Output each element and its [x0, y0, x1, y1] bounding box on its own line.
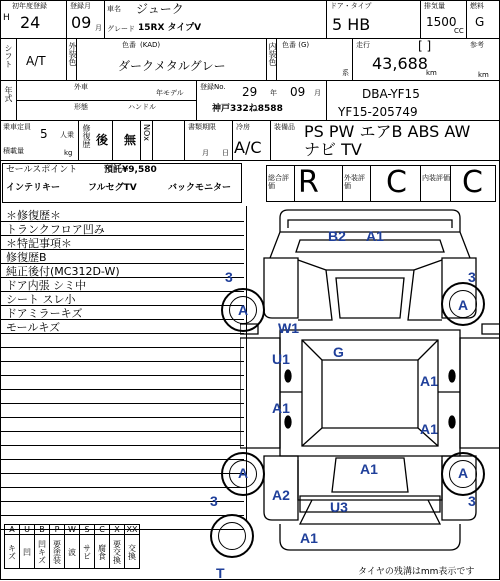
- mark-front-a2: A2: [272, 487, 290, 503]
- equipment-2: ナビ TV: [304, 140, 362, 159]
- note-line: [0, 377, 244, 390]
- legend-code: S: [80, 525, 95, 535]
- legend-meaning: 凹キズ: [35, 535, 50, 569]
- note-line: シート スレ小: [0, 293, 244, 306]
- km-unit-right: km: [478, 71, 489, 79]
- legend-code: P: [50, 525, 65, 535]
- load-unit: kg: [64, 149, 73, 157]
- displacement-unit: CC: [454, 27, 464, 35]
- legend-meaning: 凹: [20, 535, 35, 569]
- note-line: [0, 433, 244, 446]
- note-line: ドアミラーキズ: [0, 307, 244, 320]
- legend-code: XX: [125, 525, 140, 535]
- reg-no-label: 登録No.: [200, 83, 226, 91]
- first-reg-year: 24: [20, 13, 41, 32]
- mark-front-num-left: 3: [210, 493, 218, 509]
- note-line: [0, 461, 244, 474]
- note-line: トランクフロア凹み: [0, 223, 244, 236]
- shift: A/T: [26, 54, 46, 68]
- legend-code: U: [20, 525, 35, 535]
- interior-grade: C: [462, 165, 483, 200]
- mark-wheel-rr-num: 3: [468, 269, 476, 285]
- legend-meaning: 腐食: [95, 535, 110, 569]
- note-line: [0, 419, 244, 432]
- car-name-label: 車名: [107, 5, 121, 13]
- note-line: [0, 447, 244, 460]
- mark-front-num-right: 3: [468, 493, 476, 509]
- mark-quarter-w1: W1: [278, 320, 299, 336]
- damage-legend: [4, 524, 140, 569]
- legend-code: X: [110, 525, 125, 535]
- note-line: ドア内張 シミ中: [0, 279, 244, 292]
- mark-wheel-rr: A: [458, 297, 469, 313]
- color-label: 色番: [122, 41, 136, 49]
- note-line: 純正後付(MC312D-W): [0, 265, 244, 278]
- first-reg-month: 09: [71, 13, 92, 32]
- note-line: [0, 503, 244, 516]
- note-line: [0, 489, 244, 502]
- tire-label: T: [216, 565, 225, 581]
- note-line: ＊修復歴＊: [0, 209, 244, 222]
- inspection-year: 29: [242, 85, 258, 99]
- grade-label: グレード: [107, 25, 135, 33]
- reference-label: 参考: [470, 41, 484, 49]
- legend-meaning: 要交換: [110, 535, 125, 569]
- note-line: [0, 335, 244, 348]
- tire-note: タイヤの残溝はmm表示です: [358, 567, 475, 577]
- inspection-brackets: [ ]: [418, 39, 432, 53]
- load-label: 積載量: [3, 147, 24, 155]
- note-line: [0, 391, 244, 404]
- legend-code: C: [95, 525, 110, 535]
- model-code: DBA-YF15: [362, 87, 420, 101]
- shift-label: シフト: [4, 44, 13, 68]
- mileage: 43,688: [372, 54, 428, 73]
- sales-point-label: セールスポイント: [6, 165, 78, 175]
- nox-label: NOx: [142, 124, 151, 142]
- ext-equip-label: 外装色: [68, 42, 77, 66]
- note-line: [0, 475, 244, 488]
- mark-side-right-a1-lower: A1: [420, 421, 438, 437]
- month-unit-3: 月: [314, 89, 321, 97]
- exterior-grade: C: [386, 165, 407, 200]
- mark-rear-a1: A1: [366, 228, 384, 244]
- legend-code: A: [5, 525, 20, 535]
- legend-code: B: [35, 525, 50, 535]
- roof-outline: [322, 360, 418, 428]
- mark-rear-b2: B2: [328, 228, 346, 244]
- car-name: ジューク: [136, 2, 184, 16]
- mark-side-right-a1-upper: A1: [420, 373, 438, 389]
- exterior-grade-label: 外装評価: [344, 174, 365, 191]
- year-unit: 年: [270, 89, 277, 97]
- grade: 15RX タイプV: [138, 23, 202, 33]
- mark-side-left-a1: A1: [272, 400, 290, 416]
- note-line: [0, 405, 244, 418]
- doc-expiry-label: 書類期限: [188, 123, 216, 131]
- legend-meaning: 交換: [125, 535, 140, 569]
- capacity-unit: 人乗: [60, 131, 74, 139]
- legend-meaning: サビ: [80, 535, 95, 569]
- mark-side-u1: U1: [272, 351, 290, 367]
- capacity-label: 乗車定員: [3, 123, 31, 131]
- displacement-label: 排気量: [424, 2, 445, 10]
- notes-area: [0, 206, 249, 520]
- month-unit: 月: [95, 24, 102, 32]
- car-diagram: [240, 200, 500, 560]
- legend-meaning: 要塗装: [50, 535, 65, 569]
- note-line: [0, 363, 244, 376]
- interior-grade-label: 内装評価: [422, 174, 450, 182]
- fuel: G: [475, 15, 485, 29]
- mark-wheel-rl-num: 3: [225, 269, 233, 285]
- overall-grade: R: [298, 165, 319, 200]
- mark-wheel-rl: A: [238, 302, 249, 318]
- reg-month-label: 登録月: [70, 2, 91, 10]
- mark-roof-g: G: [333, 344, 344, 360]
- ac: A/C: [234, 138, 262, 157]
- overall-grade-label: 総合評価: [268, 174, 289, 191]
- recycle-fee: 預託¥9,580: [104, 165, 157, 175]
- mark-bumper-u3: U3: [330, 499, 348, 515]
- fuel-label: 燃料: [470, 2, 484, 10]
- era-symbol: H: [3, 13, 10, 23]
- first-reg-label: 初年度登録: [12, 2, 47, 10]
- form-label: 形態: [74, 103, 88, 111]
- plate-number: 神戸332ね8588: [212, 104, 283, 114]
- repair-none: 無: [124, 133, 137, 147]
- spare-tire: [210, 514, 254, 558]
- model-year-label: 年式: [4, 86, 13, 102]
- equipment-label: 装備品: [274, 123, 295, 131]
- door-type-label: ドア・タイプ: [330, 2, 372, 10]
- handle-label: ハンドル: [128, 103, 156, 111]
- note-line: 修復歴B: [0, 251, 244, 264]
- equipment: PS PW エアB ABS AW: [304, 122, 471, 141]
- mileage-label: 走行: [356, 41, 370, 49]
- inspection-month: 09: [290, 85, 306, 99]
- sales-item-3: バックモニター: [168, 183, 232, 193]
- note-line: モールキズ: [0, 321, 244, 334]
- chassis-number: YF15-205749: [338, 105, 418, 119]
- legend-code: W: [65, 525, 80, 535]
- mark-wheel-fl: A: [238, 465, 249, 481]
- unit-label: 系: [342, 69, 349, 77]
- door-type: 5 HB: [332, 15, 371, 34]
- mark-bumper-a1: A1: [300, 530, 318, 546]
- int-color-label: 内装色: [268, 42, 277, 66]
- repair-label: 修復歴: [82, 124, 91, 148]
- ac-label: 冷房: [236, 123, 250, 131]
- model-label: 年モデル: [156, 89, 184, 97]
- sales-item-2: フルセグTV: [88, 183, 137, 193]
- mark-hood-a1: A1: [360, 461, 378, 477]
- import-label: 外車: [74, 83, 88, 91]
- legend-meaning: キズ: [5, 535, 20, 569]
- note-line: ＊特記事項＊: [0, 237, 244, 250]
- capacity: 5: [40, 127, 48, 141]
- note-line: [0, 349, 244, 362]
- day-unit: 日: [222, 149, 229, 157]
- legend-meaning: 波: [65, 535, 80, 569]
- repair-rear: 後: [96, 133, 109, 147]
- mark-wheel-fr: A: [458, 465, 469, 481]
- displacement: 1500: [426, 15, 457, 29]
- int-color-code: 色番 (G): [282, 41, 310, 49]
- color-code: (KAD): [140, 41, 161, 49]
- color-name: ダークメタルグレー: [118, 59, 226, 73]
- mileage-unit: km: [426, 69, 437, 77]
- sales-item-1: インテリキー: [6, 183, 61, 193]
- month-unit-4: 月: [202, 149, 209, 157]
